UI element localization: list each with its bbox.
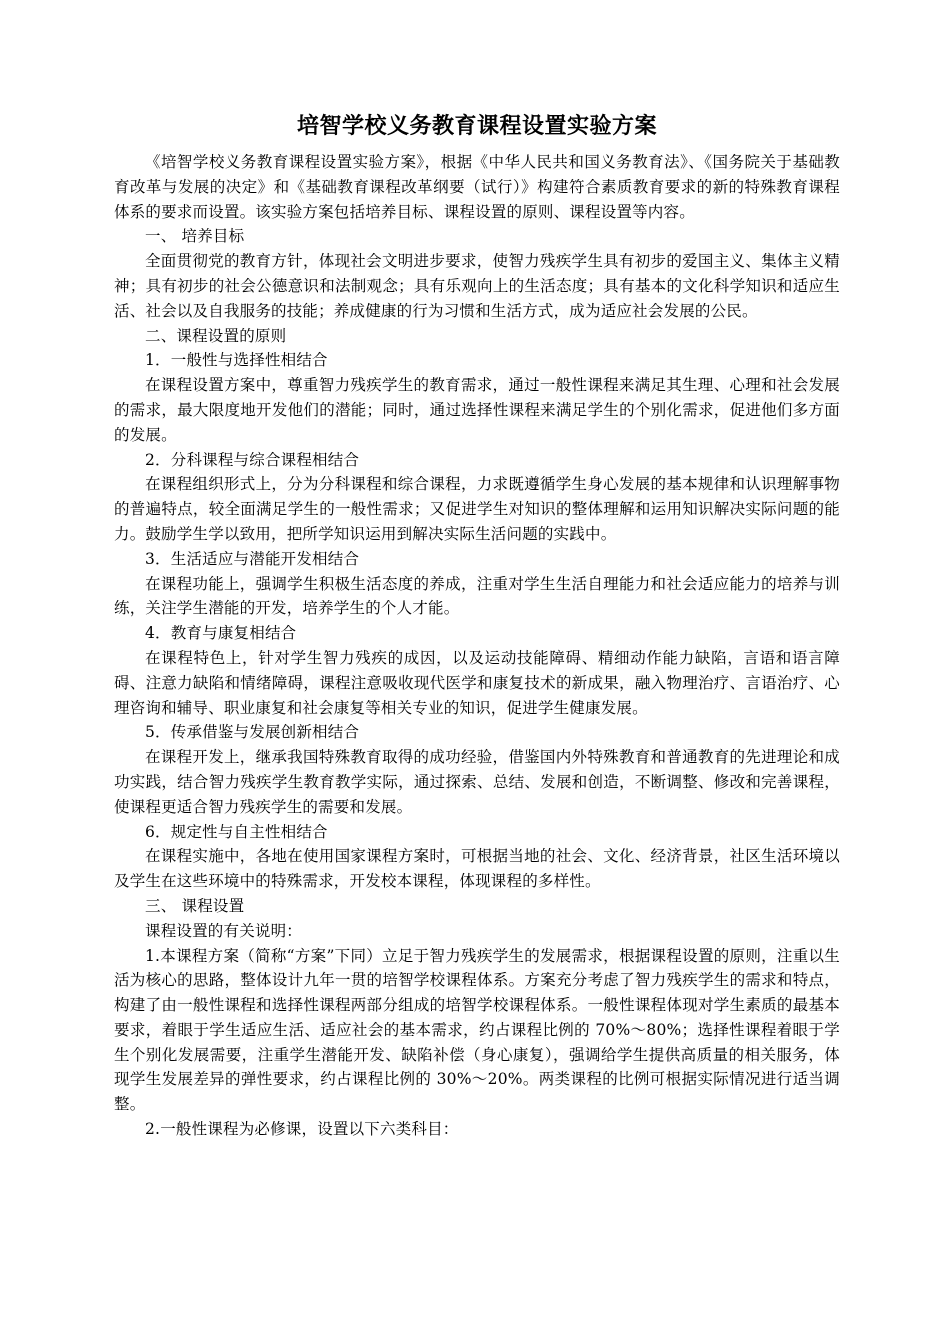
principle-6-heading: 6．规定性与自主性相结合 — [145, 822, 328, 841]
intro-paragraph: 《培智学校义务教育课程设置实验方案》，根据《中华人民共和国义务教育法》、《国务院关于基础教育改革与发展的决定》和《基础教育课程改革纲要（试行）》构建符合素质教育要求的新的特殊教育课程体系的要求而设置。该实验方案包括培养目标、课程设置的原则、课程设置等内容。 — [114, 153, 840, 221]
principle-2-heading: 2．分科课程与综合课程相结合 — [145, 450, 360, 469]
principle-6-body: 在课程实施中，各地在使用国家课程方案时，可根据当地的社会、文化、经济背景，社区生活环境以及学生在这些环境中的特殊需求，开发校本课程，体现课程的多样性。 — [114, 847, 840, 891]
principle-5-body: 在课程开发上，继承我国特殊教育取得的成功经验，借鉴国内外特殊教育和普通教育的先进理论和成功实践，结合智力残疾学生教育教学实际，通过探索、总结、发展和创造，不断调整、修改和完善课程，使课程更适合智力残疾学生的需要和发展。 — [114, 748, 840, 816]
section-2-heading: 二、课程设置的原则 — [145, 326, 287, 345]
principle-1-body: 在课程设置方案中，尊重智力残疾学生的教育需求，通过一般性课程来满足其生理、心理和社会发展的需求，最大限度地开发他们的潜能；同时，通过选择性课程来满足学生的个别化需求，促进他们多方面的发展。 — [114, 376, 840, 444]
principle-4-body: 在课程特色上，针对学生智力残疾的成因，以及运动技能障碍、精细动作能力缺陷，言语和语言障碍、注意力缺陷和情绪障碍，课程注意吸收现代医学和康复技术的新成果，融入物理治疗、言语治疗、心理咨询和辅导、职业康复和社会康复等相关专业的知识，促进学生健康发展。 — [114, 648, 840, 717]
principle-4-heading: 4．教育与康复相结合 — [145, 624, 297, 643]
principle-1-heading: 1．一般性与选择性相结合 — [145, 351, 328, 370]
section-3-item-1: 1.本课程方案（简称“方案”下同）立足于智力残疾学生的发展需求，根据课程设置的原则，注重以生活为核心的思路，整体设计九年一贯的培智学校课程体系。方案充分考虑了智力残疾学生的需求和特点，构建了由一般性课程和选择性课程两部分组成的培智学校课程体系。一般性课程体现对学生素质的最基本要求，着眼于学生适应生活、适应社会的基本需求，约占课程比例的 70%～80%；选择性课程着眼于学生个别化发展需要，注重学生潜能开发、缺陷补偿（身心康复），强调给学生提供高质量的相关服务，体现学生发展差异的弹性要求，约占课程比例的 30%～20%。两类课程的比例可根据实际情况进行适当调整。 — [114, 946, 840, 1114]
principle-5-heading: 5．传承借鉴与发展创新相结合 — [145, 723, 360, 742]
section-3-item-2: 2.一般性课程为必修课，设置以下六类科目： — [145, 1120, 459, 1139]
document-page — [114, 108, 840, 1142]
section-3-heading: 三、 课程设置 — [145, 896, 245, 915]
section-1-heading: 一、 培养目标 — [145, 227, 245, 246]
section-3-subheading: 课程设置的有关说明： — [145, 921, 303, 940]
principle-2-body: 在课程组织形式上，分为分科课程和综合课程，力求既遵循学生身心发展的基本规律和认识理解事物的普遍特点，较全面满足学生的一般性需求；又促进学生对知识的整体理解和运用知识解决实际问题的能力。鼓励学生学以致用，把所学知识运用到解决实际生活问题的实践中。 — [114, 475, 840, 543]
principle-3-heading: 3．生活适应与潜能开发相结合 — [145, 549, 360, 568]
section-1-body: 全面贯彻党的教育方针，体现社会文明进步要求，使智力残疾学生具有初步的爱国主义、集体主义精神；具有初步的社会公德意识和法制观念；具有乐观向上的生活态度；具有基本的文化科学知识和适应生活、社会以及自我服务的技能；养成健康的行为习惯和生活方式，成为适应社会发展的公民。 — [114, 252, 840, 320]
principle-3-body: 在课程功能上，强调学生积极生活态度的养成，注重对学生生活自理能力和社会适应能力的培养与训练，关注学生潜能的开发，培养学生的个人才能。 — [114, 574, 840, 618]
document-title: 培智学校义务教育课程设置实验方案 — [296, 114, 657, 139]
